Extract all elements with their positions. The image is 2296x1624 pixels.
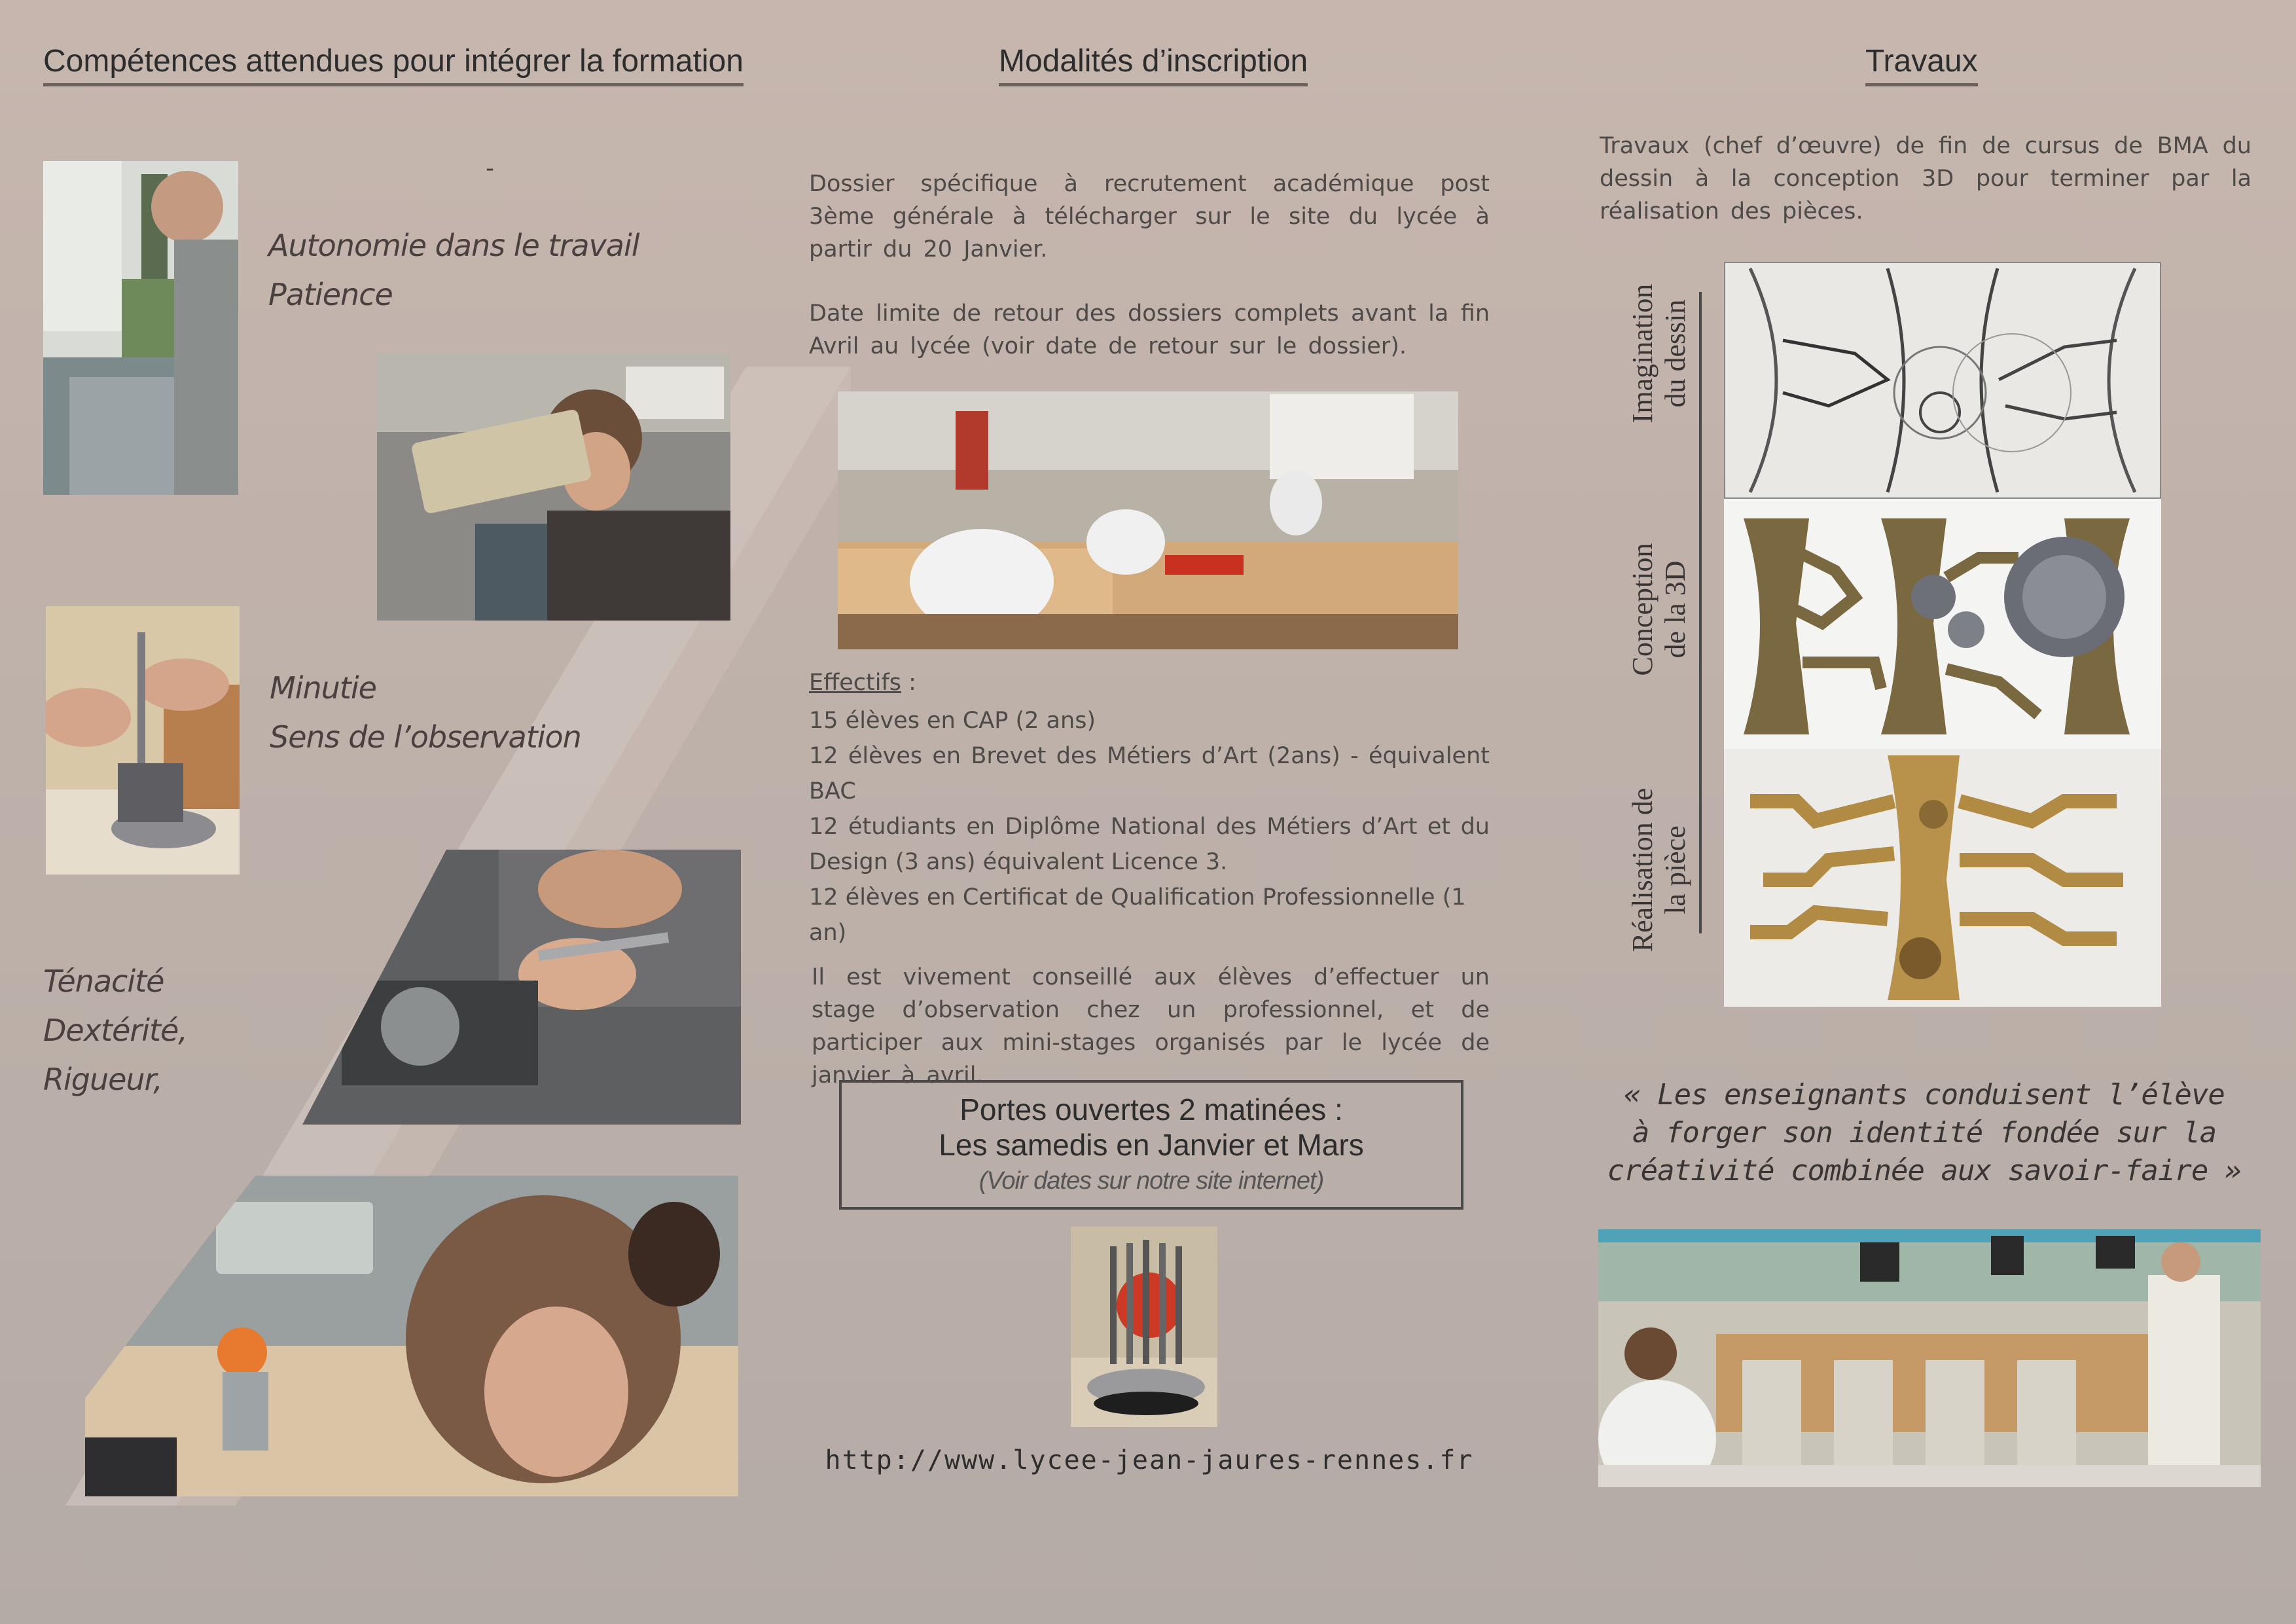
student-lamp-photo [377,353,730,621]
label-imagination-line1: Imagination [1626,283,1659,424]
dossier-paragraph: Dossier spécifique à recrutement académique post 3ème générale à télécharger sur le site du lycée à partir du 20 Janvier. [809,171,1490,262]
label-conception [1626,505,1698,714]
label-realisation-line1: Réalisation de [1626,787,1659,952]
travaux-title: Travaux [1865,43,1978,86]
watchmaker-drill-photo [43,161,238,495]
effectifs-block [809,665,1490,950]
quality-minutie: Minutie [270,670,376,706]
open-days-line1: Portes ouvertes 2 matinées : [960,1092,1343,1127]
dash-marker: - [486,155,493,182]
site-url[interactable]: http://www.lycee-jean-jaures-rennes.fr [825,1445,1474,1475]
3d-render-image [1724,499,2161,749]
label-realisation [1626,765,1698,975]
quote-line1: « Les enseignants conduisent l’élève [1624,1078,2225,1111]
quote-line3: créativité combinée aux savoir-faire » [1607,1154,2242,1187]
competences-title: Compétences attendues pour intégrer la formation [43,43,744,86]
label-conception-line1: Conception [1626,543,1659,676]
quality-rigueur: Rigueur, [43,1062,162,1097]
travaux-intro: Travaux (chef d’œuvre) de fin de cursus de BMA du dessin à la conception 3D pour terminer par la réalisation des pièces. [1600,133,2251,225]
classroom-photo [838,391,1458,649]
quote-line2: à forger son identité fondée sur la [1632,1116,2217,1149]
effectifs-label: Effectifs [809,670,902,696]
labels-bracket [1699,292,1702,933]
teacher-classroom-photo [1598,1229,2261,1487]
open-days-line3: (Voir dates sur notre site internet) [978,1167,1324,1195]
quality-patience: Patience [268,277,393,312]
date-limite-paragraph: Date limite de retour des dossiers complets avant la fin Avril au lycée (voir date de retour sur le dossier). [809,300,1490,359]
drawing-image [1724,262,2161,499]
quality-dexterite: Dextérité, [43,1013,187,1048]
quality-autonomie: Autonomie dans le travail [268,228,639,263]
quality-tenacite: Ténacité [43,964,164,999]
tweezers-photo [46,606,240,875]
label-imagination [1626,249,1698,458]
label-realisation-line2: la pièce [1659,825,1691,914]
open-days-box [839,1080,1463,1210]
effectif-bma: 12 élèves en Brevet des Métiers d’Art (2ans) - équivalent BAC [809,743,1490,804]
open-days-line2: Les samedis en Janvier et Mars [939,1128,1364,1162]
effectif-cap: 15 élèves en CAP (2 ans) [809,708,1096,734]
inscription-text [809,168,1490,394]
qualities-group-2 [270,664,581,762]
effectif-cqp: 12 élèves en Certificat de Qualification Professionnelle (1 an) [809,884,1466,946]
effectifs-colon: : [901,670,916,696]
inscription-title: Modalités d’inscription [999,43,1308,86]
qualities-group-1 [268,221,639,319]
qualities-group-3 [43,957,187,1104]
brass-piece-image [1724,749,2161,1007]
effectif-dnmade: 12 étudiants en Diplôme National des Métiers d’Art et du Design (3 ans) équivalent Licence 3. [809,814,1490,875]
quality-observation: Sens de l’observation [270,719,581,755]
label-imagination-line2: du dessin [1659,299,1691,408]
teachers-quote [1597,1076,2251,1190]
stage-paragraph: Il est vivement conseillé aux élèves d’effectuer un stage d’observation chez un professionnel, et de participer aux mini-stages organisés par le lycée de janvier à avril. [812,964,1490,1089]
tool-stand-photo [1071,1227,1217,1427]
label-conception-line2: de la 3D [1659,560,1691,659]
